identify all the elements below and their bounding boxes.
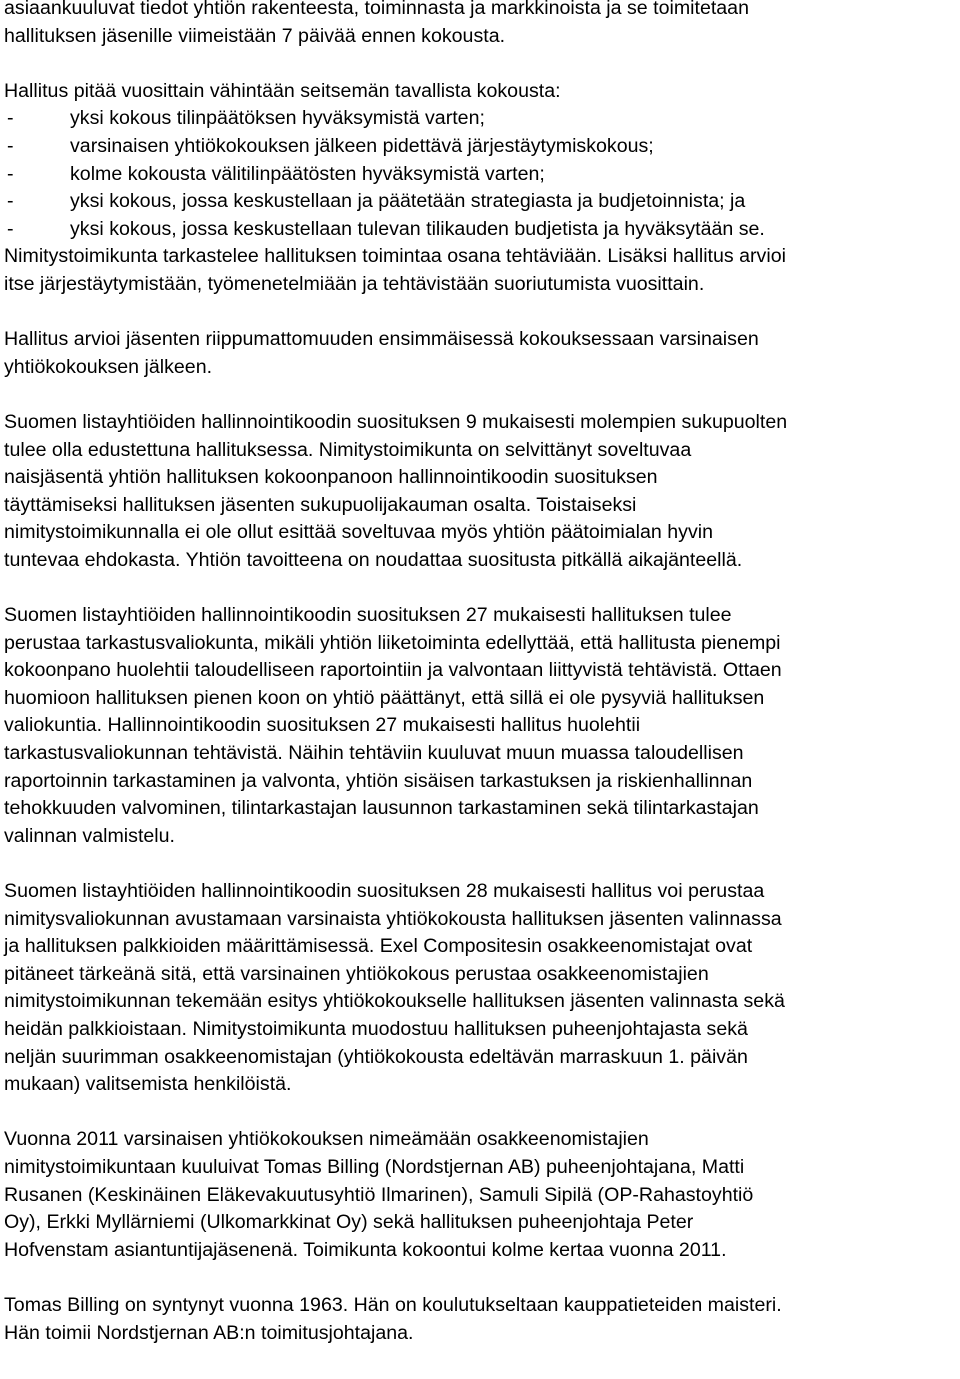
text-line: Vuonna 2011 varsinaisen yhtiökokouksen nimeämään osakkeenomistajien bbox=[4, 1128, 649, 1151]
list-item bbox=[4, 133, 960, 161]
list-item bbox=[4, 105, 960, 133]
text-line: naisjäsentä yhtiön hallituksen kokoonpanoon hallinnointikoodin suosituksen bbox=[4, 466, 658, 489]
text-line: neljän suurimman osakkeenomistajan (yhtiökokousta edeltävän marraskuun 1. päivän bbox=[4, 1045, 748, 1068]
bullet-marker: - bbox=[7, 217, 14, 240]
text-line: ja hallituksen palkkioiden määrittämisessä. Exel Compositesin osakkeenomistajat ovat bbox=[4, 935, 753, 958]
text-line: tarkastusvaliokunnan tehtävistä. Näihin tehtäviin kuuluvat muun muassa taloudellisen bbox=[4, 742, 744, 765]
text-line: hallituksen jäsenille viimeistään 7 päivää ennen kokousta. bbox=[4, 24, 506, 47]
paragraph-chairman-bio bbox=[4, 1292, 960, 1347]
paragraph-nomination-committee bbox=[4, 878, 960, 1099]
text-line: nimitystoimikunnan tekemään esitys yhtiökokoukselle hallituksen jäsenten valinnasta sekä bbox=[4, 990, 785, 1013]
text-line: nimitysvaliokunnan avustamaan varsinaista yhtiökokousta hallituksen jäsenten valinnassa bbox=[4, 907, 782, 930]
paragraph-independence bbox=[4, 326, 960, 381]
text-line: itse järjestäytymistään, työmenetelmiään ja tehtävistään suoriutumista vuosittain. bbox=[4, 272, 705, 295]
text-line: tulee olla edustettuna hallituksessa. Nimitystoimikunta on selvittänyt soveltuvaa bbox=[4, 438, 692, 461]
paragraph-committee-members bbox=[4, 1126, 960, 1264]
text-line: pitäneet tärkeänä sitä, että varsinainen yhtiökokous perustaa osakkeenomistajien bbox=[4, 962, 709, 985]
bullet-marker: - bbox=[7, 190, 14, 213]
text-line: huomioon hallituksen pienen koon on yhtiö päättänyt, että sillä ei ole pysyviä hallituksen bbox=[4, 686, 765, 709]
paragraph-gap bbox=[4, 574, 960, 602]
text-line: Hofvenstam asiantuntijajäsenenä. Toimikunta kokoontui kolme kertaa vuonna 2011. bbox=[4, 1238, 727, 1261]
paragraph-gap bbox=[4, 299, 960, 327]
text-line: kokoonpano huolehtii taloudelliseen raportointiin ja valvontaan liittyvistä tehtävistä. Ottaen bbox=[4, 659, 782, 682]
paragraph-board-evaluation bbox=[4, 243, 960, 298]
text-line: Hän toimii Nordstjernan AB:n toimitusjohtajana. bbox=[4, 1321, 414, 1344]
document-page bbox=[4, 0, 960, 1347]
text-line: tehokkuuden valvominen, tilintarkastajan lausunnon tarkastaminen sekä tilintarkastajan bbox=[4, 797, 759, 820]
paragraph-audit-committee bbox=[4, 602, 960, 850]
paragraph-meeting-materials bbox=[4, 0, 960, 50]
text-line: Suomen listayhtiöiden hallinnointikoodin suosituksen 9 mukaisesti molempien sukupuolten bbox=[4, 410, 788, 433]
text-line: Tomas Billing on syntynyt vuonna 1963. Hän on koulutukseltaan kauppatieteiden maisteri. bbox=[4, 1293, 782, 1316]
list-item bbox=[4, 161, 960, 189]
list-item bbox=[4, 216, 960, 244]
paragraph-gap bbox=[4, 50, 960, 78]
paragraph-gap bbox=[4, 850, 960, 878]
list-item-text: varsinaisen yhtiökokouksen jälkeen pidettävä järjestäytymiskokous; bbox=[70, 134, 654, 157]
text-line: asiaankuuluvat tiedot yhtiön rakenteesta, toiminnasta ja markkinoista ja se toimitetaan bbox=[4, 0, 749, 19]
text-line: heidän palkkioistaan. Nimitystoimikunta muodostuu hallituksen puheenjohtajasta sekä bbox=[4, 1017, 748, 1040]
bullet-marker: - bbox=[7, 107, 14, 130]
paragraph-gap bbox=[4, 1099, 960, 1127]
text-line: Hallitus arvioi jäsenten riippumattomuuden ensimmäisessä kokouksessaan varsinaisen bbox=[4, 328, 759, 351]
list-item-text: yksi kokous, jossa keskustellaan ja päätetään strategiasta ja budjetoinnista; ja bbox=[70, 190, 746, 213]
text-line: Hallitus pitää vuosittain vähintään seitsemän tavallista kokousta: bbox=[4, 79, 561, 102]
bullet-marker: - bbox=[7, 134, 14, 157]
paragraph-meeting-schedule bbox=[4, 78, 960, 244]
list-item bbox=[4, 188, 960, 216]
text-line: valinnan valmistelu. bbox=[4, 824, 175, 847]
paragraph-gap bbox=[4, 1264, 960, 1292]
text-line: Oy), Erkki Myllärniemi (Ulkomarkkinat Oy) sekä hallituksen puheenjohtaja Peter bbox=[4, 1211, 694, 1234]
paragraph-gap bbox=[4, 381, 960, 409]
text-line: perustaa tarkastusvaliokunta, mikäli yhtiön liiketoiminta edellyttää, että hallitusta pienempi bbox=[4, 631, 781, 654]
text-line: tuntevaa ehdokasta. Yhtiön tavoitteena on noudattaa suositusta pitkällä aikajänteellä. bbox=[4, 548, 743, 571]
text-line: Rusanen (Keskinäinen Eläkevakuutusyhtiö Ilmarinen), Samuli Sipilä (OP-Rahastoyhtiö bbox=[4, 1183, 754, 1206]
list-item-text: kolme kokousta välitilinpäätösten hyväksymistä varten; bbox=[70, 162, 545, 185]
text-line: mukaan) valitsemista henkilöistä. bbox=[4, 1073, 292, 1096]
text-line: täyttämiseksi hallituksen jäsenten sukupuolijakauman osalta. Toistaiseksi bbox=[4, 493, 637, 516]
list-item-text: yksi kokous tilinpäätöksen hyväksymistä varten; bbox=[70, 107, 485, 130]
text-line: nimitystoimikunnalla ei ole ollut esittää soveltuvaa myös yhtiön päätoimialan hyvin bbox=[4, 521, 714, 544]
text-line: Suomen listayhtiöiden hallinnointikoodin suosituksen 27 mukaisesti hallituksen tulee bbox=[4, 604, 732, 627]
bullet-marker: - bbox=[7, 162, 14, 185]
text-line: yhtiökokouksen jälkeen. bbox=[4, 355, 213, 378]
text-line: Suomen listayhtiöiden hallinnointikoodin suosituksen 28 mukaisesti hallitus voi perustaa bbox=[4, 880, 765, 902]
text-line: raportoinnin tarkastaminen ja valvonta, yhtiön sisäisen tarkastuksen ja riskienhallinnan bbox=[4, 769, 753, 792]
text-line: nimitystoimikuntaan kuuluivat Tomas Billing (Nordstjernan AB) puheenjohtajana, Matti bbox=[4, 1155, 745, 1178]
text-line: valiokuntia. Hallinnointikoodin suosituksen 27 mukaisesti hallitus huolehtii bbox=[4, 714, 641, 737]
paragraph-gender-balance bbox=[4, 409, 960, 575]
list-item-text: yksi kokous, jossa keskustellaan tulevan tilikauden budjetista ja hyväksytään se. bbox=[70, 217, 765, 240]
text-line: Nimitystoimikunta tarkastelee hallituksen toimintaa osana tehtäviään. Lisäksi hallitus arvioi bbox=[4, 245, 786, 268]
